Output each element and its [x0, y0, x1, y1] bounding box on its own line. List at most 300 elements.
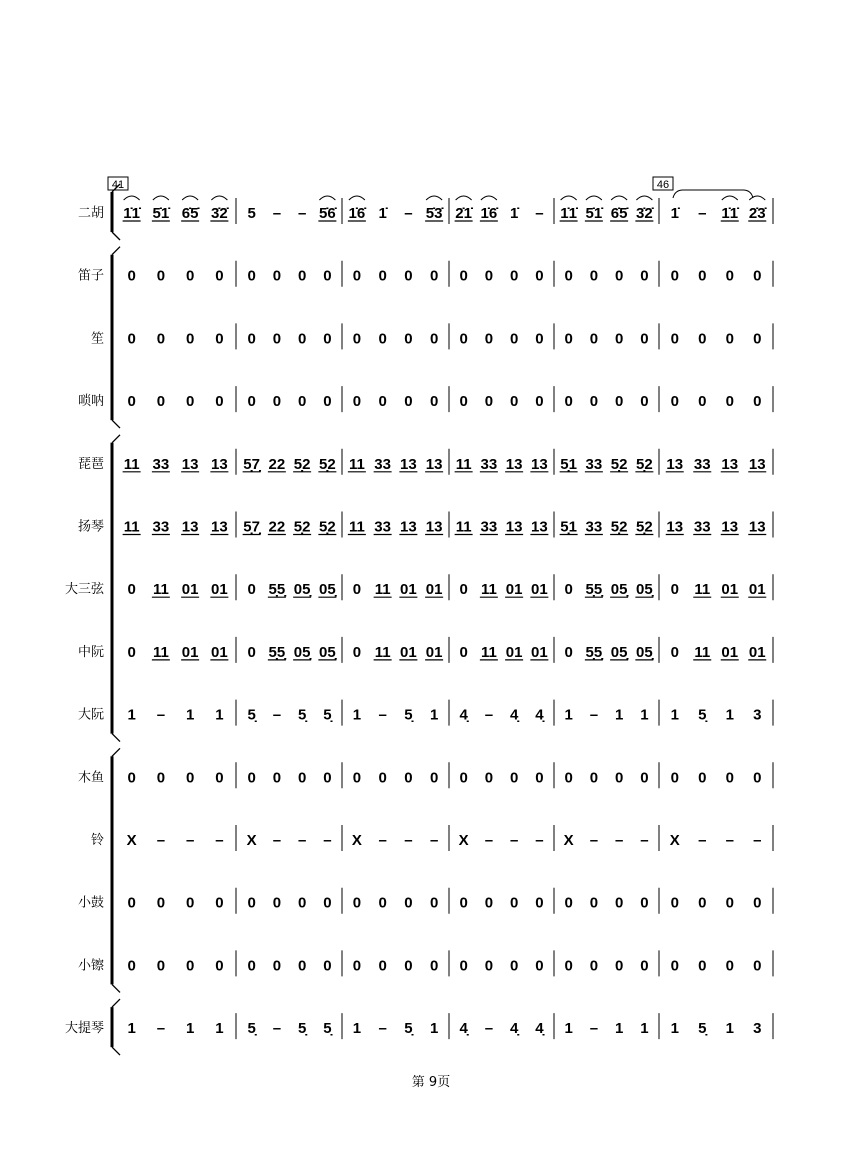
note-xiaogu: 0	[297, 894, 307, 912]
note-dizi: 0	[753, 267, 762, 285]
note-sheng: 0	[535, 330, 544, 348]
bracket-hook-bottom	[112, 420, 120, 428]
note-datiqin: –	[156, 1020, 166, 1038]
note-dizi: 0	[725, 267, 734, 285]
note-datiqin: 1	[352, 1020, 362, 1038]
note-sheng: 0	[352, 330, 362, 348]
note-suona: 0	[404, 393, 413, 411]
note-zhongruan: 5̣5̣	[268, 643, 286, 661]
note-datiqin: 1	[127, 1020, 136, 1038]
note-daruan: 5̣	[323, 706, 332, 724]
note-xiaocha: 0	[185, 957, 195, 975]
slur-arc	[124, 196, 140, 200]
note-suona: 0	[297, 393, 307, 411]
note-suona: 0	[215, 393, 224, 411]
note-zhongruan: 0	[459, 643, 468, 661]
note-ling: –	[640, 832, 649, 849]
note-zhongruan: 11	[694, 643, 711, 661]
note-pipa: 11	[123, 455, 140, 473]
note-ling: –	[156, 832, 166, 849]
note-sheng: 0	[185, 330, 195, 348]
note-ling: –	[509, 832, 519, 849]
note-xiaocha: 0	[640, 957, 649, 975]
note-ling: X	[669, 832, 680, 849]
note-muyu: 0	[589, 769, 599, 787]
note-datiqin: 5̣	[698, 1020, 707, 1038]
note-erhu: 3̇2̇	[211, 205, 228, 222]
bracket-hook-top	[112, 435, 120, 443]
slur-arc	[319, 196, 335, 200]
note-yangqin: 13	[400, 518, 417, 536]
note-suona: 0	[156, 393, 166, 411]
note-sheng: 0	[378, 330, 387, 348]
note-ling: –	[215, 832, 224, 849]
note-yangqin: 33	[585, 518, 603, 536]
note-pipa: 33	[585, 455, 603, 473]
note-yangqin: 33	[374, 518, 391, 536]
note-daruan: 1	[640, 706, 649, 724]
note-muyu: 0	[753, 769, 762, 787]
slur-arc	[456, 196, 472, 200]
note-dizi: 0	[484, 267, 494, 285]
note-suona: 0	[272, 393, 282, 411]
note-xiaogu: 0	[215, 894, 224, 912]
note-xiaogu: 0	[564, 894, 573, 912]
note-pipa: 33	[152, 455, 170, 473]
note-datiqin: –	[272, 1020, 282, 1038]
instrument-label-sheng: 笙	[90, 331, 104, 347]
note-erhu: 5	[247, 205, 256, 222]
slur-arc	[349, 196, 365, 200]
note-yangqin: 5̣2	[610, 518, 628, 536]
note-suona: 0	[127, 393, 136, 411]
note-daruan: –	[484, 706, 494, 724]
note-xiaocha: 0	[404, 957, 413, 975]
slur-arc	[722, 196, 738, 200]
note-dasanxian: 0	[670, 581, 679, 599]
bracket-hook-bottom	[112, 984, 120, 992]
note-zhongruan: 0	[127, 643, 136, 661]
note-datiqin: 5̣	[323, 1020, 332, 1038]
note-sheng: 0	[640, 330, 649, 348]
note-suona: 0	[670, 393, 679, 411]
note-daruan: –	[156, 706, 166, 724]
note-xiaocha: 0	[323, 957, 332, 975]
note-daruan: 1	[670, 706, 679, 724]
note-ling: –	[535, 832, 544, 849]
instrument-label-daruan: 大阮	[77, 707, 104, 723]
note-suona: 0	[535, 393, 544, 411]
note-suona: 0	[323, 393, 332, 411]
note-zhongruan: 01	[211, 643, 228, 661]
note-pipa: 11	[348, 455, 365, 473]
note-zhongruan: 0	[352, 643, 362, 661]
note-zhongruan: 05̣	[636, 643, 653, 661]
note-xiaocha: 0	[297, 957, 307, 975]
note-erhu: –	[272, 205, 282, 222]
note-xiaogu: 0	[753, 894, 762, 912]
note-dizi: 0	[640, 267, 649, 285]
note-xiaogu: 0	[535, 894, 544, 912]
note-datiqin: 1	[429, 1020, 439, 1038]
note-suona: 0	[352, 393, 362, 411]
note-ling: –	[614, 832, 624, 849]
note-daruan: 3	[753, 706, 762, 724]
note-yangqin: 11	[455, 518, 472, 536]
note-dasanxian: 5̣5̣	[268, 581, 286, 599]
instrument-label-dizi: 笛子	[77, 268, 104, 284]
note-pipa: 13	[211, 455, 228, 473]
note-erhu: 1̇1̇	[721, 205, 739, 222]
note-zhongruan: 01	[531, 643, 548, 661]
note-xiaogu: 0	[640, 894, 649, 912]
note-suona: 0	[640, 393, 649, 411]
note-yangqin: 13	[505, 518, 523, 536]
note-muyu: 0	[484, 769, 494, 787]
note-ling: –	[378, 832, 387, 849]
note-datiqin: 4̣	[535, 1020, 544, 1038]
note-datiqin: 1	[185, 1020, 195, 1038]
note-ling: –	[589, 832, 599, 849]
note-xiaocha: 0	[509, 957, 519, 975]
note-xiaogu: 0	[323, 894, 332, 912]
note-muyu: 0	[323, 769, 332, 787]
note-yangqin: 11	[123, 518, 140, 536]
note-erhu: 1̇1̇	[123, 205, 140, 222]
note-muyu: 0	[670, 769, 679, 787]
note-daruan: 5̣	[297, 706, 307, 724]
note-sheng: 0	[614, 330, 624, 348]
note-dasanxian: 05̣	[610, 581, 628, 599]
note-ling: –	[297, 832, 307, 849]
note-zhongruan: 11	[374, 643, 391, 661]
slur-arc	[153, 196, 169, 200]
note-ling: X	[246, 832, 257, 849]
note-xiaocha: 0	[484, 957, 494, 975]
note-sheng: 0	[127, 330, 136, 348]
note-yangqin: 13	[531, 518, 548, 536]
note-suona: 0	[753, 393, 762, 411]
note-suona: 0	[614, 393, 624, 411]
note-daruan: 1	[215, 706, 224, 724]
note-daruan: 1	[185, 706, 195, 724]
note-yangqin: 33	[480, 518, 498, 536]
note-erhu: –	[404, 205, 413, 222]
note-xiaocha: 0	[698, 957, 707, 975]
note-yangqin: 5̣2	[293, 518, 311, 536]
note-dasanxian: 11	[480, 581, 497, 599]
note-xiaogu: 0	[378, 894, 387, 912]
note-dasanxian: 5̣5̣	[585, 581, 603, 599]
note-datiqin: 5̣	[247, 1020, 256, 1038]
note-xiaogu: 0	[156, 894, 166, 912]
note-sheng: 0	[215, 330, 224, 348]
note-dizi: 0	[509, 267, 519, 285]
note-pipa: 11	[455, 455, 472, 473]
instrument-label-muyu: 木鱼	[77, 770, 104, 786]
note-sheng: 0	[698, 330, 707, 348]
note-yangqin: 22	[268, 518, 286, 536]
note-xiaogu: 0	[352, 894, 362, 912]
bracket-hook-top	[112, 247, 120, 255]
note-datiqin: 1	[614, 1020, 624, 1038]
note-suona: 0	[509, 393, 519, 411]
note-pipa: 5̣7̣	[243, 455, 260, 473]
note-ling: –	[404, 832, 413, 849]
note-xiaocha: 0	[459, 957, 468, 975]
note-xiaocha: 0	[753, 957, 762, 975]
note-suona: 0	[484, 393, 494, 411]
note-xiaocha: 0	[247, 957, 256, 975]
note-dizi: 0	[378, 267, 387, 285]
note-daruan: 4̣	[535, 706, 544, 724]
note-xiaocha: 0	[725, 957, 734, 975]
note-xiaogu: 0	[698, 894, 707, 912]
note-dasanxian: 0	[352, 581, 362, 599]
slur-arc	[636, 196, 652, 200]
note-pipa: 5̣2	[636, 455, 653, 473]
instrument-label-zhongruan: 中阮	[77, 644, 104, 660]
note-muyu: 0	[156, 769, 166, 787]
note-suona: 0	[459, 393, 468, 411]
note-suona: 0	[247, 393, 256, 411]
note-yangqin: 13	[721, 518, 739, 536]
slur-arc	[561, 196, 577, 200]
note-muyu: 0	[247, 769, 256, 787]
note-zhongruan: 05̣	[610, 643, 628, 661]
note-zhongruan: 0	[247, 643, 256, 661]
note-muyu: 0	[215, 769, 224, 787]
note-dasanxian: 01	[748, 581, 766, 599]
note-pipa: 5̣2	[293, 455, 311, 473]
note-xiaocha: 0	[564, 957, 573, 975]
note-erhu: 2̇3̇	[748, 205, 766, 222]
note-zhongruan: 01	[748, 643, 766, 661]
note-yangqin: 5̣2	[636, 518, 653, 536]
note-daruan: 1	[429, 706, 439, 724]
note-dasanxian: 01	[181, 581, 199, 599]
page-number: 第 9页	[411, 1075, 451, 1090]
note-erhu: 1̇	[378, 205, 387, 222]
bracket-hook-top	[112, 999, 120, 1007]
note-muyu: 0	[378, 769, 387, 787]
note-sheng: 0	[247, 330, 256, 348]
note-yangqin: 33	[693, 518, 711, 536]
note-xiaogu: 0	[429, 894, 439, 912]
instrument-label-pipa: 琵琶	[77, 456, 104, 472]
note-dasanxian: 05̣	[293, 581, 311, 599]
instrument-label-erhu: 二胡	[77, 206, 104, 221]
note-xiaocha: 0	[429, 957, 439, 975]
note-muyu: 0	[272, 769, 282, 787]
note-xiaocha: 0	[589, 957, 599, 975]
note-xiaogu: 0	[725, 894, 734, 912]
note-sheng: 0	[484, 330, 494, 348]
note-dasanxian: 0	[127, 581, 136, 599]
note-pipa: 13	[400, 455, 417, 473]
note-erhu: 6̇5̇	[181, 205, 199, 222]
note-sheng: 0	[725, 330, 734, 348]
note-daruan: 1	[564, 706, 573, 724]
note-zhongruan: 0	[670, 643, 679, 661]
note-yangqin: 13	[211, 518, 228, 536]
note-zhongruan: 01	[721, 643, 739, 661]
note-sheng: 0	[156, 330, 166, 348]
slur-arc	[182, 196, 198, 200]
note-muyu: 0	[564, 769, 573, 787]
note-ling: X	[351, 832, 362, 849]
note-dasanxian: 0	[459, 581, 468, 599]
note-ling: –	[725, 832, 734, 849]
slur-arc	[481, 196, 497, 200]
note-erhu: –	[698, 205, 707, 222]
note-xiaogu: 0	[272, 894, 282, 912]
note-pipa: 33	[693, 455, 711, 473]
note-muyu: 0	[509, 769, 519, 787]
note-daruan: –	[272, 706, 282, 724]
note-dizi: 0	[589, 267, 599, 285]
note-dasanxian: 01	[425, 581, 443, 599]
note-sheng: 0	[589, 330, 599, 348]
measure-number: 46	[656, 179, 670, 191]
note-xiaocha: 0	[378, 957, 387, 975]
note-pipa: 13	[181, 455, 199, 473]
note-dasanxian: 11	[152, 581, 169, 599]
note-erhu: –	[297, 205, 307, 222]
note-xiaocha: 0	[215, 957, 224, 975]
slur-arc	[426, 196, 442, 200]
note-erhu: 1̇1̇	[560, 205, 577, 222]
measure-number: 41	[111, 179, 125, 191]
note-dizi: 0	[429, 267, 439, 285]
bracket-hook-bottom	[112, 734, 120, 742]
note-suona: 0	[429, 393, 439, 411]
note-xiaogu: 0	[614, 894, 624, 912]
note-pipa: 5̣2	[610, 455, 628, 473]
note-dasanxian: 11	[374, 581, 391, 599]
note-daruan: 5̣	[404, 706, 413, 724]
note-sheng: 0	[753, 330, 762, 348]
note-yangqin: 11	[348, 518, 365, 536]
note-ling: X	[458, 832, 469, 849]
slur-arc	[749, 196, 765, 200]
note-daruan: 5̣	[698, 706, 707, 724]
note-datiqin: 1	[725, 1020, 734, 1038]
note-muyu: 0	[725, 769, 734, 787]
note-dasanxian: 05̣	[636, 581, 653, 599]
note-zhongruan: 05̣	[319, 643, 336, 661]
note-sheng: 0	[272, 330, 282, 348]
note-ling: X	[563, 832, 574, 849]
note-erhu: 5̇1̇	[152, 205, 170, 222]
note-sheng: 0	[564, 330, 573, 348]
note-xiaogu: 0	[404, 894, 413, 912]
note-erhu: –	[535, 205, 544, 222]
note-dizi: 0	[323, 267, 332, 285]
note-muyu: 0	[352, 769, 362, 787]
note-ling: –	[484, 832, 494, 849]
note-zhongruan: 11	[480, 643, 497, 661]
note-dasanxian: 05̣	[319, 581, 336, 599]
instrument-label-dasanxian: 大三弦	[64, 582, 104, 598]
note-pipa: 5̣2	[319, 455, 336, 473]
instrument-label-yangqin: 扬琴	[77, 519, 104, 535]
note-dasanxian: 01	[505, 581, 523, 599]
note-muyu: 0	[429, 769, 439, 787]
note-suona: 0	[378, 393, 387, 411]
note-ling: –	[429, 832, 439, 849]
note-xiaocha: 0	[127, 957, 136, 975]
note-erhu: 6̇5̇	[610, 205, 628, 222]
note-yangqin: 5̣1	[560, 518, 577, 536]
note-dizi: 0	[564, 267, 573, 285]
note-xiaogu: 0	[484, 894, 494, 912]
note-dizi: 0	[247, 267, 256, 285]
note-dasanxian: 01	[211, 581, 228, 599]
note-dizi: 0	[698, 267, 707, 285]
instrument-label-xiaogu: 小鼓	[77, 895, 104, 911]
bracket-hook-bottom	[112, 1047, 120, 1055]
note-muyu: 0	[185, 769, 195, 787]
note-erhu: 5̇6̇	[319, 205, 336, 222]
note-erhu: 3̇2̇	[636, 205, 653, 222]
note-suona: 0	[589, 393, 599, 411]
note-yangqin: 33	[152, 518, 170, 536]
note-datiqin: 4̣	[459, 1020, 468, 1038]
note-pipa: 13	[531, 455, 548, 473]
note-zhongruan: 01	[400, 643, 417, 661]
note-pipa: 13	[425, 455, 443, 473]
note-dasanxian: 0	[247, 581, 256, 599]
note-pipa: 5̣1	[560, 455, 577, 473]
note-zhongruan: 05̣	[293, 643, 311, 661]
note-yangqin: 5̣7̣	[243, 518, 260, 536]
note-ling: –	[185, 832, 195, 849]
note-dizi: 0	[297, 267, 307, 285]
slur-arc	[586, 196, 602, 200]
note-daruan: 1	[127, 706, 136, 724]
note-daruan: –	[589, 706, 599, 724]
note-datiqin: –	[378, 1020, 387, 1038]
note-sheng: 0	[429, 330, 439, 348]
note-muyu: 0	[297, 769, 307, 787]
note-muyu: 0	[535, 769, 544, 787]
note-xiaocha: 0	[272, 957, 282, 975]
note-datiqin: 1	[640, 1020, 649, 1038]
note-yangqin: 5̣2	[319, 518, 336, 536]
note-yangqin: 13	[666, 518, 684, 536]
note-daruan: 4̣	[459, 706, 468, 724]
note-ling: –	[323, 832, 332, 849]
note-dizi: 0	[272, 267, 282, 285]
note-dasanxian: 01	[531, 581, 548, 599]
note-erhu: 1̇6̇	[480, 205, 498, 222]
note-muyu: 0	[614, 769, 624, 787]
slur-arc	[611, 196, 627, 200]
note-pipa: 13	[721, 455, 739, 473]
instrument-label-ling: 铃	[90, 833, 104, 848]
note-dizi: 0	[670, 267, 679, 285]
note-dizi: 0	[156, 267, 166, 285]
note-ling: –	[272, 832, 282, 849]
note-zhongruan: 0	[564, 643, 573, 661]
instrument-label-suona: 唢呐	[77, 394, 104, 410]
note-xiaocha: 0	[352, 957, 362, 975]
note-dasanxian: 01	[400, 581, 417, 599]
note-pipa: 13	[505, 455, 523, 473]
note-ling: X	[126, 832, 137, 849]
note-erhu: 2̇1̇	[455, 205, 472, 222]
